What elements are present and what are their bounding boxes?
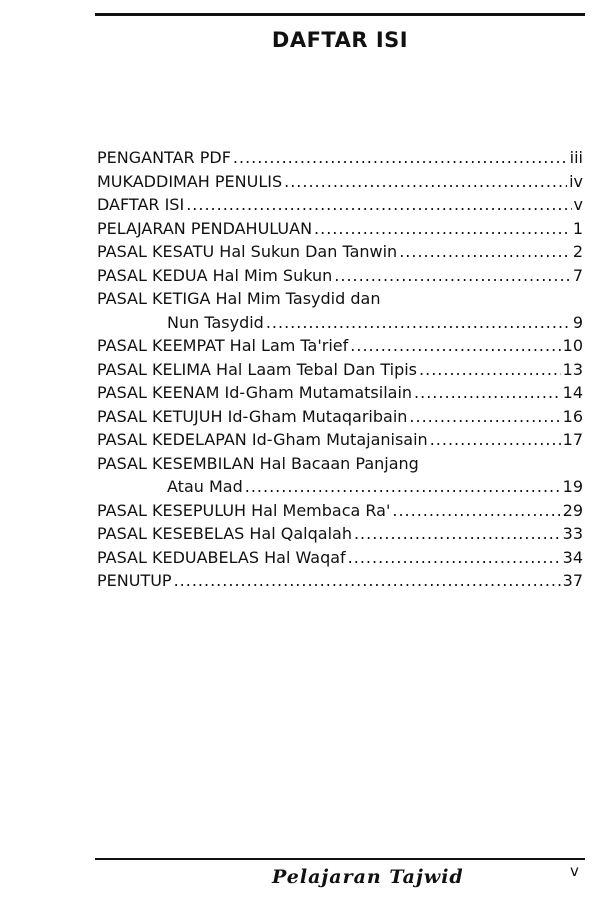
toc-entry-label: PENUTUP (97, 571, 172, 590)
toc-entry-label: Atau Mad (167, 477, 243, 496)
toc-entry-page: 37 (562, 571, 583, 590)
toc-entry-pengantar[interactable] (97, 146, 583, 170)
toc-entry-label: PASAL KEDUA Hal Mim Sukun (97, 265, 333, 285)
dot-leader (419, 358, 561, 382)
toc-entry-label: PELAJARAN PENDAHULUAN (97, 218, 313, 238)
toc-entry-label: PASAL KETIGA Hal Mim Tasydid dan (97, 289, 381, 308)
toc-entry-label: PASAL KELIMA Hal Laam Tebal Dan Tipis (97, 359, 418, 379)
dot-leader (409, 405, 560, 429)
dot-leader (284, 170, 567, 194)
toc-entry-page: 1 (572, 218, 583, 238)
toc-entry-label: PASAL KEDELAPAN Id-Gham Mutajanisain (97, 430, 428, 449)
toc-entry-label: PASAL KESATU Hal Sukun Dan Tanwin (97, 242, 398, 261)
footer-page-number: v (570, 862, 579, 880)
toc-entry-pasal-3-heading[interactable] (97, 287, 583, 311)
dot-leader (414, 381, 561, 405)
toc-entry-label: MUKADDIMAH PENULIS (97, 171, 283, 191)
bottom-rule (95, 858, 585, 860)
toc-entry-page: 2 (572, 242, 583, 261)
page-title: DAFTAR ISI (271, 28, 409, 52)
dot-leader (186, 193, 571, 217)
dot-leader (430, 428, 561, 452)
toc-entry-label: PASAL KEDUABELAS Hal Waqaf (97, 547, 346, 567)
toc-entry-page: 7 (572, 265, 583, 285)
toc-entry-label: PASAL KEENAM Id-Gham Mutamatsilain (97, 383, 413, 402)
dot-leader (399, 240, 571, 264)
toc-entry-label: DAFTAR ISI (97, 195, 185, 214)
dot-leader (266, 311, 571, 335)
toc-entry-pasal-6[interactable] (97, 381, 583, 405)
toc-entry-pasal-9-heading[interactable] (97, 452, 583, 476)
toc-entry-label: PASAL KESEMBILAN Hal Bacaan Panjang (97, 453, 419, 473)
dot-leader (334, 264, 571, 288)
dot-leader (392, 499, 560, 523)
toc-entry-page: 17 (562, 430, 583, 449)
toc-entry-page: 29 (562, 500, 583, 520)
toc-entry-pasal-2[interactable] (97, 264, 583, 288)
table-of-contents (97, 146, 583, 593)
dot-leader (350, 334, 560, 358)
toc-entry-page: iv (569, 171, 583, 191)
dot-leader (314, 217, 571, 241)
dot-leader (348, 546, 561, 570)
toc-entry-label: PASAL KETUJUH Id-Gham Mutaqaribain (97, 406, 408, 426)
toc-entry-penutup[interactable] (97, 569, 583, 593)
toc-entry-pendahuluan[interactable] (97, 217, 583, 241)
toc-entry-pasal-8[interactable] (97, 428, 583, 452)
toc-entry-label: PASAL KEEMPAT Hal Lam Ta'rief (97, 336, 349, 355)
toc-entry-label: Nun Tasydid (167, 312, 264, 332)
toc-entry-pasal-3-continued[interactable] (97, 311, 583, 335)
toc-entry-label: PASAL KESEPULUH Hal Membaca Ra' (97, 500, 391, 520)
toc-entry-daftar-isi[interactable] (97, 193, 583, 217)
footer-book-title: Pelajaran Tajwid (272, 866, 464, 888)
toc-entry-page: 34 (562, 547, 583, 567)
toc-entry-page: 13 (562, 359, 583, 379)
toc-entry-pasal-5[interactable] (97, 358, 583, 382)
toc-entry-page: 10 (562, 336, 583, 355)
dot-leader (174, 569, 561, 593)
toc-entry-pasal-12[interactable] (97, 546, 583, 570)
toc-entry-pasal-9-continued[interactable] (97, 475, 583, 499)
toc-entry-page: 19 (562, 477, 583, 496)
toc-entry-pasal-7[interactable] (97, 405, 583, 429)
toc-entry-page: 14 (562, 383, 583, 402)
toc-entry-pasal-10[interactable] (97, 499, 583, 523)
toc-entry-pasal-4[interactable] (97, 334, 583, 358)
toc-entry-label: PENGANTAR PDF (97, 148, 231, 167)
toc-entry-page: 16 (562, 406, 583, 426)
toc-entry-page: iii (569, 148, 583, 167)
toc-entry-page: 33 (562, 524, 583, 543)
toc-entry-pasal-1[interactable] (97, 240, 583, 264)
dot-leader (245, 475, 561, 499)
toc-entry-mukaddimah[interactable] (97, 170, 583, 194)
top-rule (95, 13, 585, 16)
toc-entry-pasal-11[interactable] (97, 522, 583, 546)
dot-leader (233, 146, 568, 170)
dot-leader (354, 522, 561, 546)
toc-entry-page: 9 (572, 312, 583, 332)
toc-entry-page: v (573, 195, 583, 214)
toc-entry-label: PASAL KESEBELAS Hal Qalqalah (97, 524, 352, 543)
